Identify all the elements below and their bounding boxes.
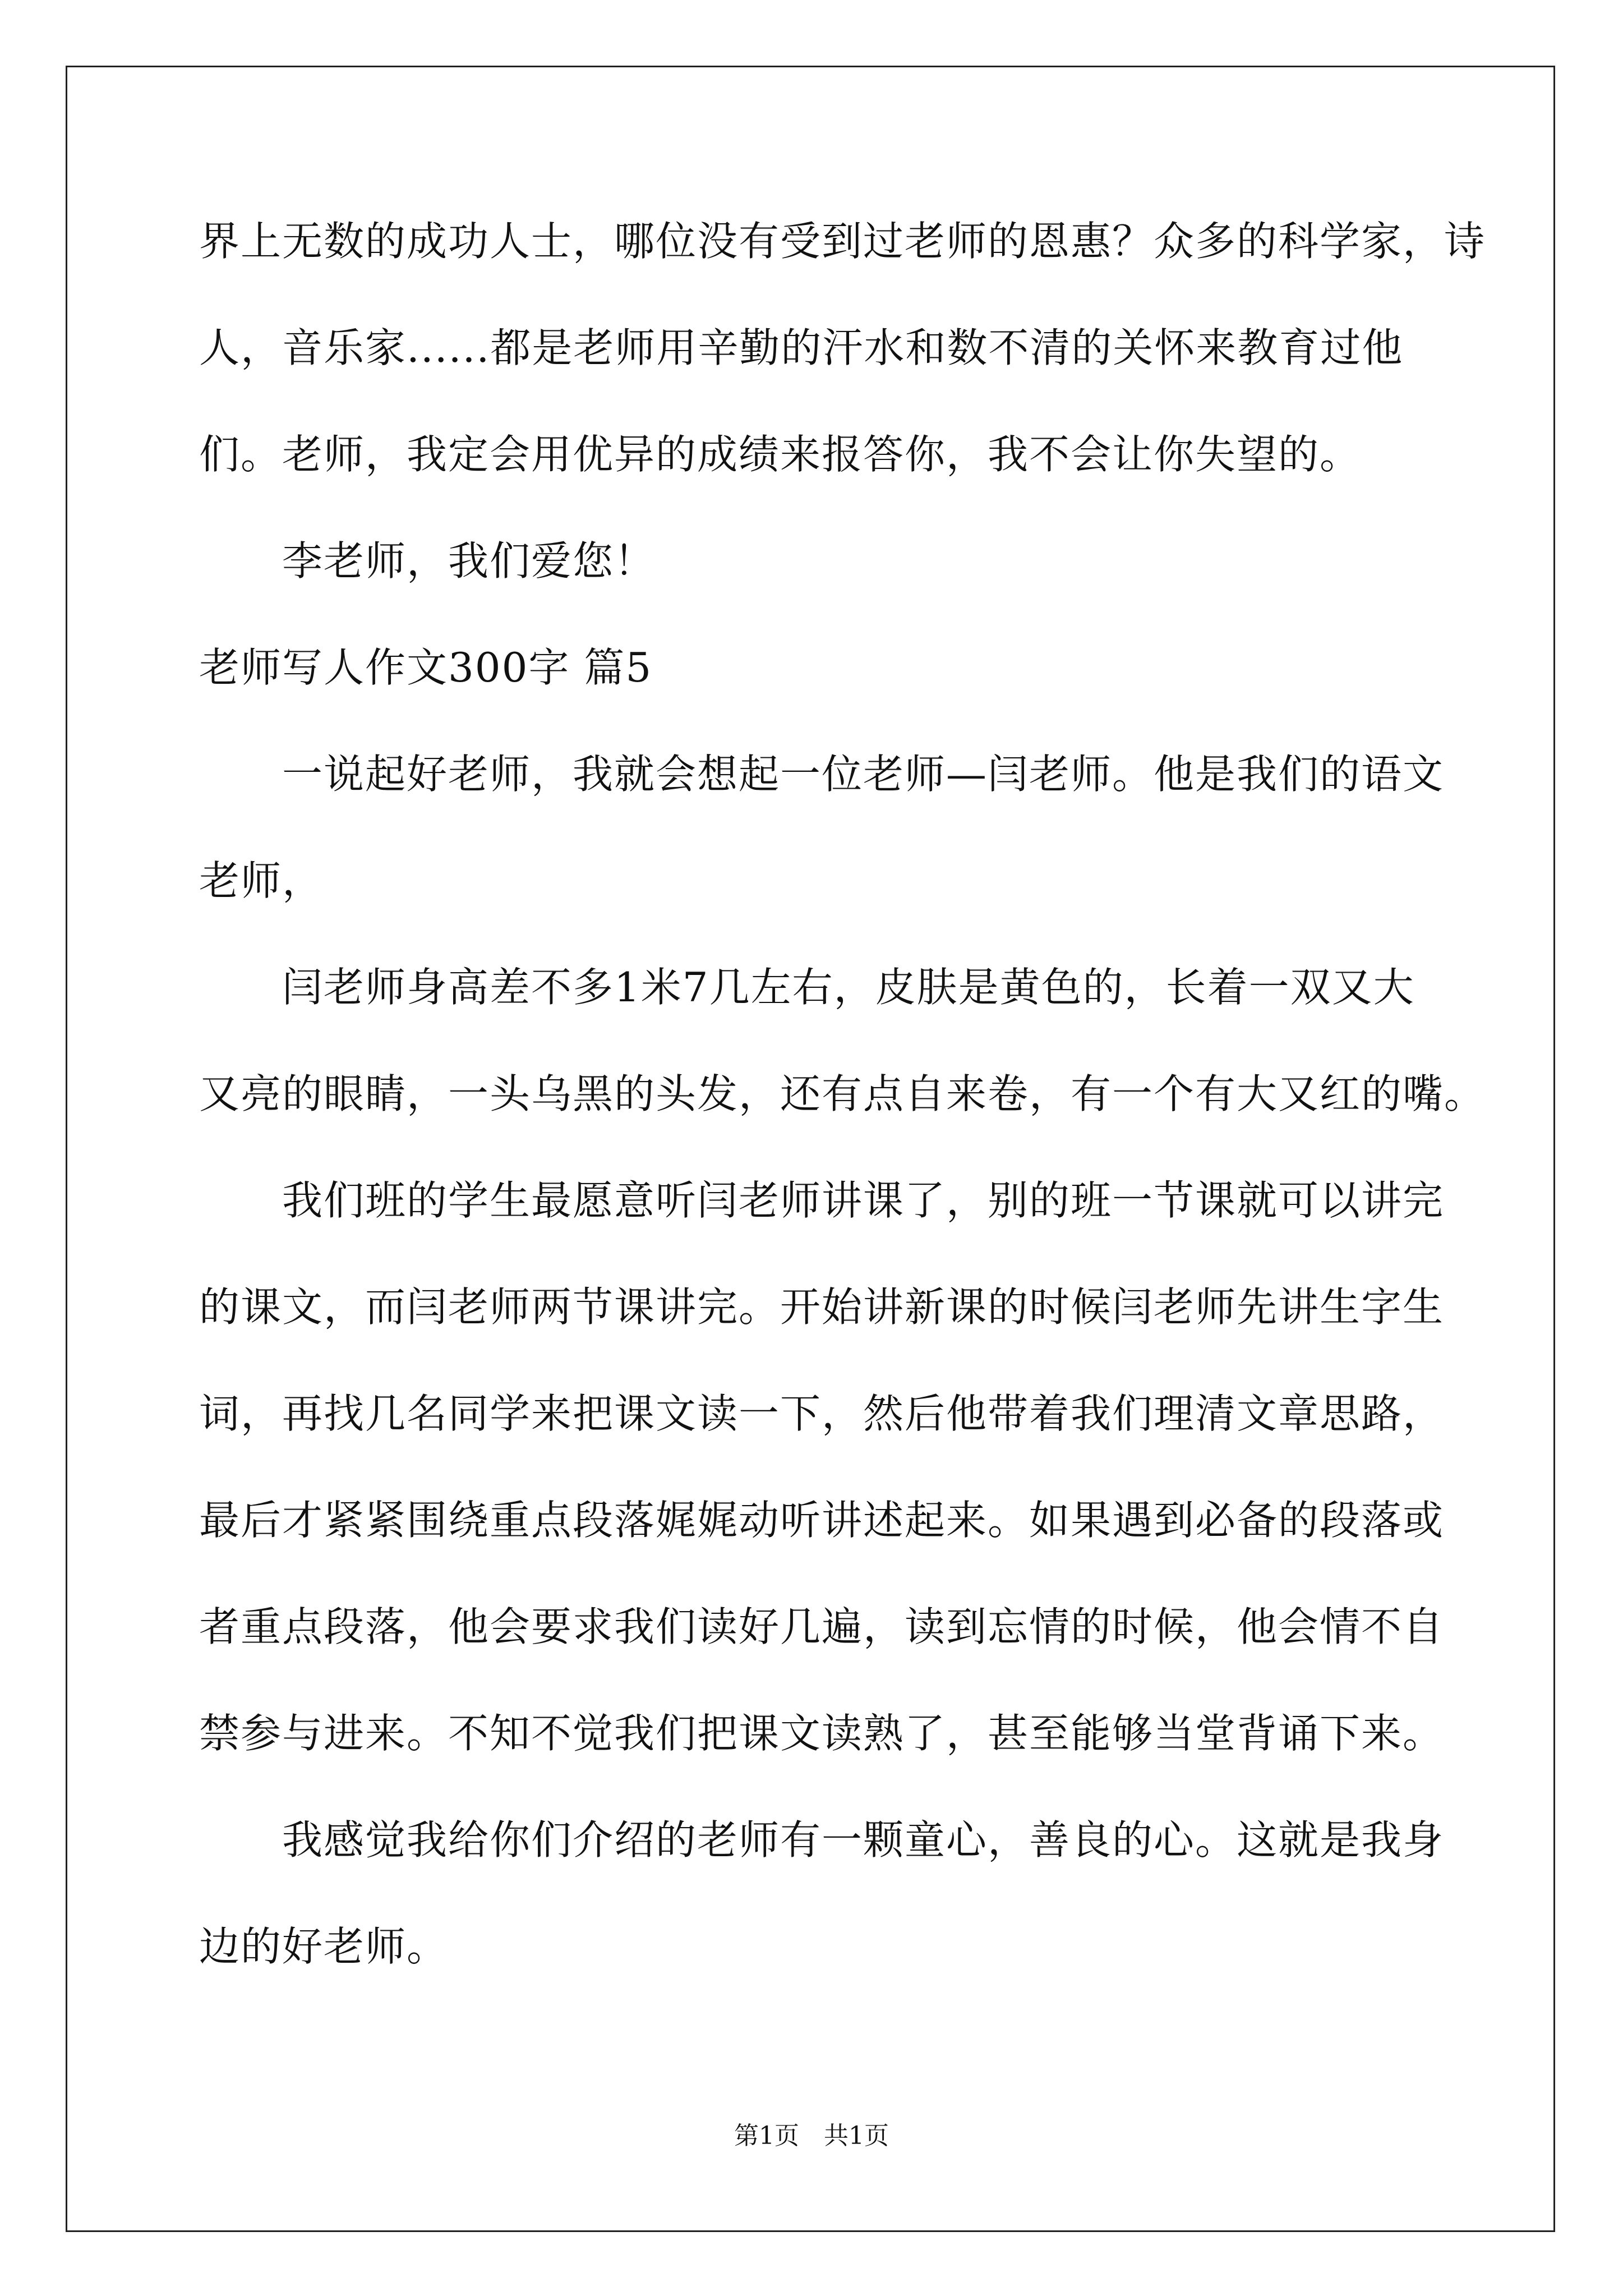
paragraph-line: 一说起好老师，我就会想起一位老师—闫老师。他是我们的语文 — [282, 751, 1445, 798]
page-frame — [66, 66, 1555, 2232]
page-number-footer: 第1页 共1页 — [734, 2122, 889, 2150]
paragraph-line: 边的好老师。 — [199, 1923, 449, 1970]
paragraph-line: 者重点段落，他会要求我们读好几遍，读到忘情的时候，他会情不自 — [199, 1603, 1445, 1650]
paragraph-line: 我感觉我给你们介绍的老师有一颗童心，善良的心。这就是我身 — [282, 1816, 1445, 1864]
paragraph-line: 老师， — [199, 857, 324, 904]
paragraph-line: 我们班的学生最愿意听闫老师讲课了，别的班一节课就可以讲完 — [282, 1177, 1445, 1224]
paragraph-line: 词，再找几名同学来把课文读一下，然后他带着我们理清文章思路， — [199, 1390, 1445, 1437]
paragraph-line: 最后才紧紧围绕重点段落娓娓动听讲述起来。如果遇到必备的段落或 — [199, 1497, 1445, 1544]
paragraph-line: 界上无数的成功人士，哪位没有受到过老师的恩惠？众多的科学家，诗 — [199, 218, 1486, 265]
paragraph-line: 人，音乐家......都是老师用辛勤的汗水和数不清的关怀来教育过他 — [199, 324, 1404, 371]
paragraph-line: 又亮的眼睛，一头乌黑的头发，还有点自来卷，有一个有大又红的嘴。 — [199, 1070, 1486, 1117]
paragraph-line: 们。老师，我定会用优异的成绩来报答你，我不会让你失望的。 — [199, 431, 1362, 478]
paragraph-line: 李老师，我们爱您！ — [282, 537, 656, 585]
section-heading: 老师写人作文300字 篇5 — [199, 644, 653, 691]
paragraph-line: 禁参与进来。不知不觉我们把课文读熟了，甚至能够当堂背诵下来。 — [199, 1710, 1445, 1757]
paragraph-line: 的课文，而闫老师两节课讲完。开始讲新课的时候闫老师先讲生字生 — [199, 1283, 1445, 1331]
paragraph-line: 闫老师身高差不多1米7几左右，皮肤是黄色的，长着一双又大 — [282, 964, 1415, 1011]
